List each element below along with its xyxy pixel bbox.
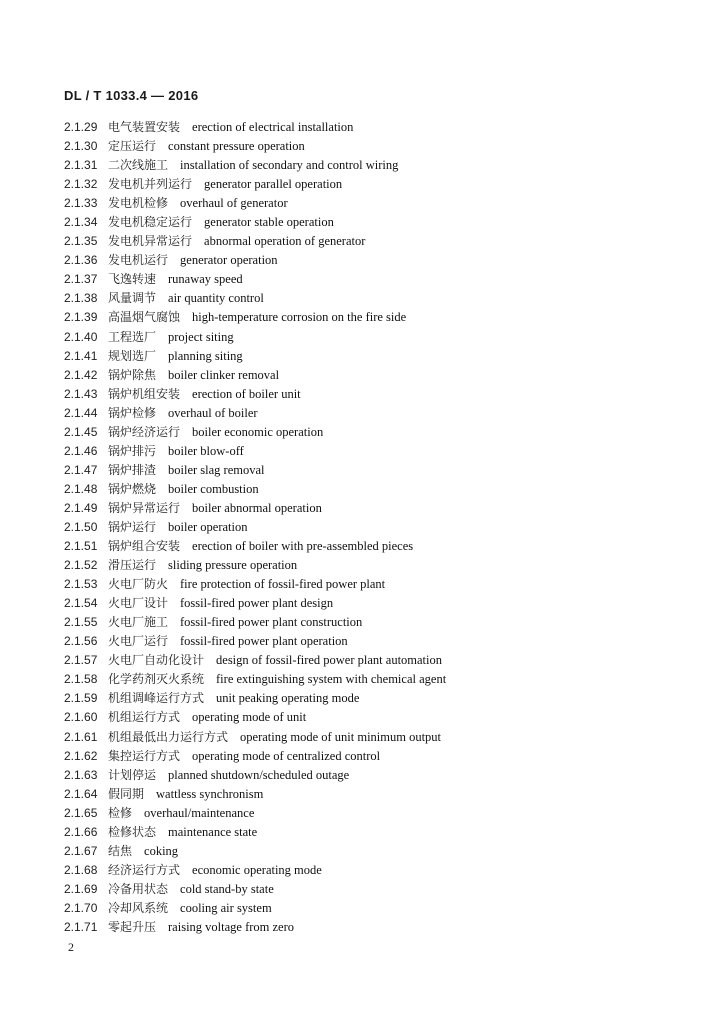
- term-number: 2.1.30: [64, 139, 98, 154]
- term-english: boiler clinker removal: [168, 367, 280, 382]
- term-chinese: 发电机检修: [108, 196, 169, 211]
- term-entry: [64, 385, 684, 404]
- term-number: 2.1.35: [64, 234, 98, 249]
- term-english: design of fossil-fired power plant automation: [216, 653, 443, 668]
- term-number: 2.1.33: [64, 196, 98, 211]
- term-english: economic operating mode: [192, 862, 322, 877]
- term-entry: [64, 518, 684, 537]
- term-chinese: 高温烟气腐蚀: [108, 310, 181, 325]
- term-chinese: 发电机异常运行: [108, 234, 193, 249]
- term-chinese: 零起升压: [108, 919, 157, 934]
- term-number: 2.1.58: [64, 672, 98, 687]
- term-chinese: 发电机运行: [108, 253, 169, 268]
- term-english: boiler blow-off: [168, 443, 244, 458]
- term-chinese: 结焦: [108, 843, 133, 858]
- term-english: project siting: [168, 329, 234, 344]
- term-english: overhaul of boiler: [168, 405, 258, 420]
- term-number: 2.1.39: [64, 310, 98, 325]
- term-chinese: 锅炉排污: [108, 443, 157, 458]
- term-english: fire extinguishing system with chemical agent: [216, 672, 447, 687]
- term-chinese: 二次线施工: [108, 158, 169, 173]
- term-english: maintenance state: [168, 824, 258, 839]
- term-chinese: 锅炉检修: [108, 405, 157, 420]
- term-entry: [64, 194, 684, 213]
- term-chinese: 锅炉异常运行: [108, 500, 181, 515]
- term-english: boiler combustion: [168, 481, 259, 496]
- term-chinese: 锅炉组合安装: [108, 539, 181, 554]
- term-english: abnormal operation of generator: [204, 234, 366, 249]
- term-chinese: 化学药剂灭火系统: [108, 672, 205, 687]
- term-number: 2.1.62: [64, 748, 98, 763]
- term-english: operating mode of centralized control: [192, 748, 381, 763]
- term-number: 2.1.46: [64, 443, 98, 458]
- term-number: 2.1.56: [64, 634, 98, 649]
- term-chinese: 电气装置安装: [108, 120, 181, 134]
- term-english: fossil-fired power plant design: [180, 596, 334, 611]
- term-number: 2.1.64: [64, 786, 98, 801]
- term-chinese: 火电厂设计: [108, 596, 169, 611]
- term-chinese: 飞逸转速: [108, 272, 157, 287]
- term-entry: [64, 785, 684, 804]
- term-chinese: 火电厂运行: [108, 634, 169, 649]
- term-number: 2.1.69: [64, 881, 98, 896]
- term-entry: [64, 861, 684, 880]
- term-entry: [64, 366, 684, 385]
- term-entry: [64, 289, 684, 308]
- term-number: 2.1.65: [64, 805, 98, 820]
- term-entry: [64, 270, 684, 289]
- term-entry: [64, 137, 684, 156]
- term-number: 2.1.32: [64, 177, 98, 192]
- term-chinese: 机组调峰运行方式: [108, 691, 205, 706]
- term-number: 2.1.53: [64, 577, 98, 592]
- term-number: 2.1.36: [64, 253, 98, 268]
- term-entry: [64, 442, 684, 461]
- term-chinese: 假同期: [108, 786, 145, 801]
- term-chinese: 锅炉燃烧: [108, 481, 157, 496]
- term-chinese: 检修: [108, 805, 133, 820]
- term-chinese: 火电厂施工: [108, 615, 169, 630]
- term-entry: [64, 461, 684, 480]
- term-chinese: 风量调节: [108, 291, 157, 306]
- term-entry: [64, 118, 684, 137]
- term-chinese: 发电机并列运行: [108, 177, 193, 192]
- term-chinese: 发电机稳定运行: [108, 215, 193, 230]
- term-entry: [64, 747, 684, 766]
- term-english: overhaul/maintenance: [144, 805, 255, 820]
- page-number: 2: [68, 940, 74, 954]
- term-entry: [64, 328, 684, 347]
- term-entry: [64, 232, 684, 251]
- term-number: 2.1.42: [64, 367, 98, 382]
- term-entry: [64, 480, 684, 499]
- term-number: 2.1.55: [64, 615, 98, 630]
- term-english: generator operation: [180, 253, 278, 268]
- term-number: 2.1.54: [64, 596, 98, 611]
- term-number: 2.1.38: [64, 291, 98, 306]
- term-chinese: 冷备用状态: [108, 881, 169, 896]
- term-entry: [64, 213, 684, 232]
- term-entry: [64, 842, 684, 861]
- term-entry: [64, 632, 684, 651]
- term-entry: [64, 899, 684, 918]
- term-number: 2.1.61: [64, 729, 98, 744]
- term-number: 2.1.48: [64, 481, 98, 496]
- term-number: 2.1.43: [64, 386, 98, 401]
- term-english: fossil-fired power plant construction: [180, 615, 363, 630]
- term-chinese: 机组最低出力运行方式: [108, 729, 229, 744]
- term-entry: [64, 766, 684, 785]
- term-chinese: 检修状态: [108, 824, 157, 839]
- term-english: high-temperature corrosion on the fire side: [192, 310, 407, 325]
- term-number: 2.1.50: [64, 519, 98, 534]
- term-english: constant pressure operation: [168, 139, 305, 154]
- term-number: 2.1.29: [64, 120, 98, 134]
- term-number: 2.1.68: [64, 862, 98, 877]
- term-chinese: 锅炉机组安装: [108, 386, 181, 401]
- term-entry: [64, 308, 684, 327]
- term-chinese: 定压运行: [108, 139, 157, 154]
- term-entry: [64, 613, 684, 632]
- term-entry: [64, 823, 684, 842]
- term-english: boiler economic operation: [192, 424, 324, 439]
- term-english: overhaul of generator: [180, 196, 288, 211]
- term-chinese: 工程选厂: [108, 329, 157, 344]
- term-number: 2.1.45: [64, 424, 98, 439]
- term-entry: [64, 347, 684, 366]
- term-english: fossil-fired power plant operation: [180, 634, 348, 649]
- term-number: 2.1.63: [64, 767, 98, 782]
- term-number: 2.1.34: [64, 215, 98, 230]
- term-english: sliding pressure operation: [168, 558, 298, 573]
- term-number: 2.1.66: [64, 824, 98, 839]
- term-entry: [64, 728, 684, 747]
- term-number: 2.1.60: [64, 710, 98, 725]
- term-entry: [64, 918, 684, 937]
- term-entry: [64, 156, 684, 175]
- term-chinese: 规划选厂: [108, 348, 157, 363]
- term-english: installation of secondary and control wiring: [180, 158, 399, 173]
- term-english: boiler slag removal: [168, 462, 265, 477]
- term-entry: [64, 880, 684, 899]
- term-entry: [64, 651, 684, 670]
- term-english: runaway speed: [168, 272, 243, 287]
- term-number: 2.1.70: [64, 900, 98, 915]
- term-entry: [64, 499, 684, 518]
- term-english: planned shutdown/scheduled outage: [168, 767, 350, 782]
- term-english: erection of boiler with pre-assembled pieces: [192, 539, 414, 554]
- term-chinese: 锅炉经济运行: [108, 424, 181, 439]
- term-english: planning siting: [168, 348, 243, 363]
- term-english: coking: [144, 843, 179, 858]
- term-chinese: 冷却风系统: [108, 900, 169, 915]
- term-number: 2.1.51: [64, 539, 98, 554]
- term-list: [64, 118, 684, 937]
- term-chinese: 锅炉运行: [108, 519, 157, 534]
- term-entry: [64, 670, 684, 689]
- term-chinese: 集控运行方式: [108, 748, 181, 763]
- term-english: unit peaking operating mode: [216, 691, 360, 706]
- term-chinese: 经济运行方式: [108, 862, 181, 877]
- term-chinese: 计划停运: [108, 767, 157, 782]
- term-number: 2.1.47: [64, 462, 98, 477]
- term-number: 2.1.44: [64, 405, 98, 420]
- term-english: erection of electrical installation: [192, 120, 354, 134]
- term-entry: [64, 594, 684, 613]
- document-header: DL / T 1033.4 — 2016: [64, 88, 199, 103]
- term-number: 2.1.40: [64, 329, 98, 344]
- term-english: cold stand-by state: [180, 881, 274, 896]
- term-chinese: 火电厂防火: [108, 577, 169, 592]
- term-number: 2.1.37: [64, 272, 98, 287]
- term-english: cooling air system: [180, 900, 272, 915]
- term-chinese: 机组运行方式: [108, 710, 181, 725]
- term-number: 2.1.59: [64, 691, 98, 706]
- term-number: 2.1.67: [64, 843, 98, 858]
- term-number: 2.1.31: [64, 158, 98, 173]
- term-english: boiler abnormal operation: [192, 500, 322, 515]
- term-entry: [64, 575, 684, 594]
- term-english: generator stable operation: [204, 215, 334, 230]
- term-english: operating mode of unit minimum output: [240, 729, 442, 744]
- term-english: erection of boiler unit: [192, 386, 301, 401]
- term-entry: [64, 556, 684, 575]
- term-entry: [64, 404, 684, 423]
- term-chinese: 火电厂自动化设计: [108, 653, 205, 668]
- term-english: air quantity control: [168, 291, 264, 306]
- term-number: 2.1.49: [64, 500, 98, 515]
- term-entry: [64, 689, 684, 708]
- term-english: wattless synchronism: [156, 786, 264, 801]
- term-entry: [64, 804, 684, 823]
- term-number: 2.1.41: [64, 348, 98, 363]
- term-chinese: 锅炉除焦: [108, 367, 157, 382]
- term-chinese: 滑压运行: [108, 558, 157, 573]
- term-number: 2.1.71: [64, 919, 98, 934]
- term-entry: [64, 423, 684, 442]
- term-chinese: 锅炉排渣: [108, 462, 157, 477]
- term-english: generator parallel operation: [204, 177, 343, 192]
- term-entry: [64, 708, 684, 727]
- term-english: operating mode of unit: [192, 710, 307, 725]
- term-entry: [64, 537, 684, 556]
- term-entry: [64, 251, 684, 270]
- term-english: boiler operation: [168, 519, 248, 534]
- term-number: 2.1.52: [64, 558, 98, 573]
- term-english: raising voltage from zero: [168, 919, 295, 934]
- term-entry: [64, 175, 684, 194]
- term-number: 2.1.57: [64, 653, 98, 668]
- term-english: fire protection of fossil-fired power plant: [180, 577, 386, 592]
